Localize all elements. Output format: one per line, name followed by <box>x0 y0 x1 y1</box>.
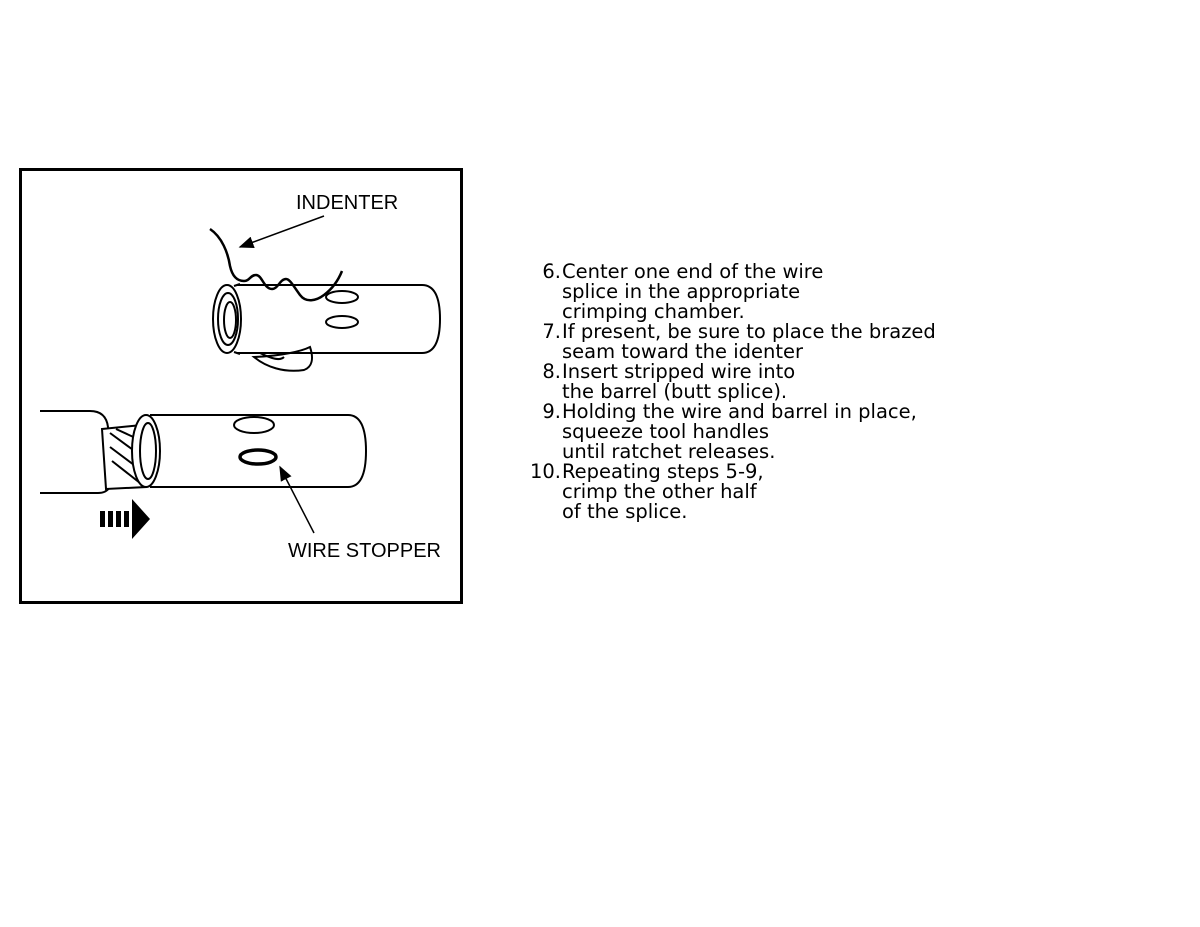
step-text <box>561 462 764 522</box>
step-line: If present, be sure to place the brazed <box>562 320 936 343</box>
step-number: 10. <box>529 460 561 483</box>
step-number: 9. <box>542 400 561 423</box>
step-text <box>561 402 917 462</box>
step-line: Holding the wire and barrel in place, <box>562 400 917 423</box>
step-item <box>526 362 1006 402</box>
step-number: 6. <box>542 260 561 283</box>
step-item <box>526 262 1006 322</box>
step-item <box>526 462 1006 522</box>
crimping-illustration <box>22 171 460 601</box>
step-line: Repeating steps 5-9, <box>562 460 764 483</box>
crimping-figure <box>19 168 463 604</box>
wire-icon <box>40 411 146 493</box>
step-line: crimp the other half <box>562 480 757 503</box>
direction-arrow-icon <box>100 499 150 539</box>
step-line: seam toward the identer <box>562 340 804 363</box>
step-number: 8. <box>542 360 561 383</box>
step-line: until ratchet releases. <box>562 440 776 463</box>
step-text <box>561 322 936 362</box>
step-item <box>526 402 1006 462</box>
step-line: of the splice. <box>562 500 688 523</box>
step-number: 7. <box>542 320 561 343</box>
indenter-callout-line <box>240 216 324 247</box>
step-text <box>561 262 823 322</box>
step-text <box>561 362 795 402</box>
step-line: squeeze tool handles <box>562 420 770 443</box>
indenter-label: INDENTER <box>296 192 399 214</box>
step-line: Insert stripped wire into <box>562 360 796 383</box>
step-line: the barrel (butt splice). <box>562 380 788 403</box>
step-line: splice in the appropriate <box>562 280 801 303</box>
step-line: crimping chamber. <box>562 300 745 323</box>
upper-splice-barrel-icon <box>213 284 440 371</box>
lower-splice-barrel-icon <box>132 415 366 487</box>
step-line: Center one end of the wire <box>562 260 824 283</box>
step-item <box>526 322 1006 362</box>
instruction-steps <box>526 262 1006 522</box>
wire-stopper-label: WIRE STOPPER <box>288 540 441 562</box>
